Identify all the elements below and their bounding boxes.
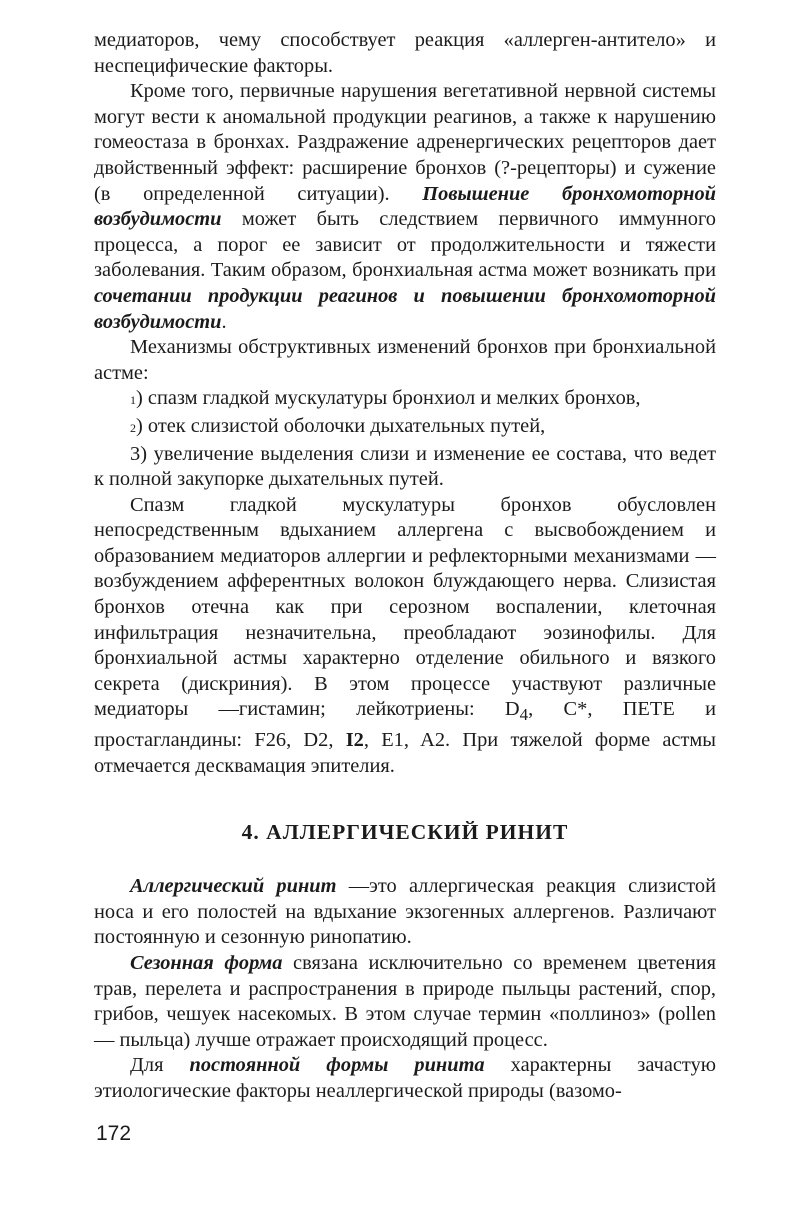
list-number: 1 <box>130 393 136 408</box>
emphasis-term: Сезонная форма <box>130 952 283 975</box>
text-body <box>94 28 716 1105</box>
paragraph-seasonal-form: Сезонная форма связана исключительно со временем цветения трав, перелета и распространения в природе пыльцы растений, спор, грибов, чешуек насекомых. В этом случае термин «поллиноз» (pollen — пыльца) лучше отражает происходящий процесс. <box>94 952 716 1051</box>
paragraph-spasm: Спазм гладкой мускулатуры бронхов обусловлен непосредственным вдыханием аллергена с высвобождением и образованием медиаторов аллергии и рефлекторными механизмами — возбуждением афферентных волокон блуждающего нерва. Слизистая бронхов отечна как при серозном воспалении, клеточная инфильтрация незначительна, преобладают эозинофилы. Для бронхиальной астмы характерно отделение обильного и вязкого секрета (дискриния). В этом процессе участвуют различные медиаторы —гистамин; лейкотриены: $D_4$, C*, ПЕТЕ и простагландины: F26, D2, I2, E1, A2. При тяжелой форме астмы отмечается десквамация эпителия. <box>94 493 716 777</box>
paragraph-continuation: медиаторов, чему способствует реакция «аллерген-антитело» и неспецифические факторы. <box>94 29 716 77</box>
emphasis-term: сочетании продукции реагинов и повышении бронхомоторной возбудимости <box>94 284 716 333</box>
page-number: 172 <box>96 1122 132 1145</box>
paragraph-rhinitis-definition: Аллергический ринит —это аллергическая реакция слизистой носа и его полостей на вдыхание экзогенных аллергенов. Различают постоянную и сезонную ринопатию. <box>94 875 716 949</box>
subscript: 4 <box>519 705 529 725</box>
paragraph-bronchial-reactivity: Кроме того, первичные нарушения вегетативной нервной системы могут вести к аномальной продукции реагинов, а также к нарушению гомеостаза в бронхах. Раздражение адренергических рецепторов дает двойственный эффект: расширение бронхов (?-рецепторы) и сужение (в определенной ситуации). Повышение бронхомоторной возбудимости может быть следствием первичного иммунного процесса, а порог ее зависит от продолжительности и тяжести заболевания. Таким образом, бронхиальная астма может возникать при сочетании продукции реагинов и повышении бронхомоторной возбудимости. <box>94 80 716 333</box>
emphasis-term: постоянной формы ринита <box>189 1054 485 1077</box>
list-item: 2) отек слизистой оболочки дыхательных путей, <box>130 414 546 437</box>
emphasis-term: Аллергический ринит <box>130 875 337 898</box>
list-item: 3) увеличение выделения слизи и изменение ее состава, что ведет к полной закупорке дыхательных путей. <box>94 442 716 491</box>
list-item: 1) спазм гладкой мускулатуры бронхиол и мелких бронхов, <box>130 387 641 410</box>
list-number: 2 <box>130 420 136 435</box>
list-number: 3 <box>130 442 141 465</box>
section-heading: 4. АЛЛЕРГИЧЕСКИЙ РИНИТ <box>241 820 569 845</box>
emphasis-term: Повышение бронхомоторной возбудимости <box>94 182 716 231</box>
paragraph-mechanisms-intro: Механизмы обструктивных изменений бронхов при бронхиальной астме: <box>94 336 716 384</box>
paragraph-permanent-form: Для постоянной формы ринита характерны зачастую этиологические факторы неаллергической природы (вазомо- <box>94 1054 717 1103</box>
